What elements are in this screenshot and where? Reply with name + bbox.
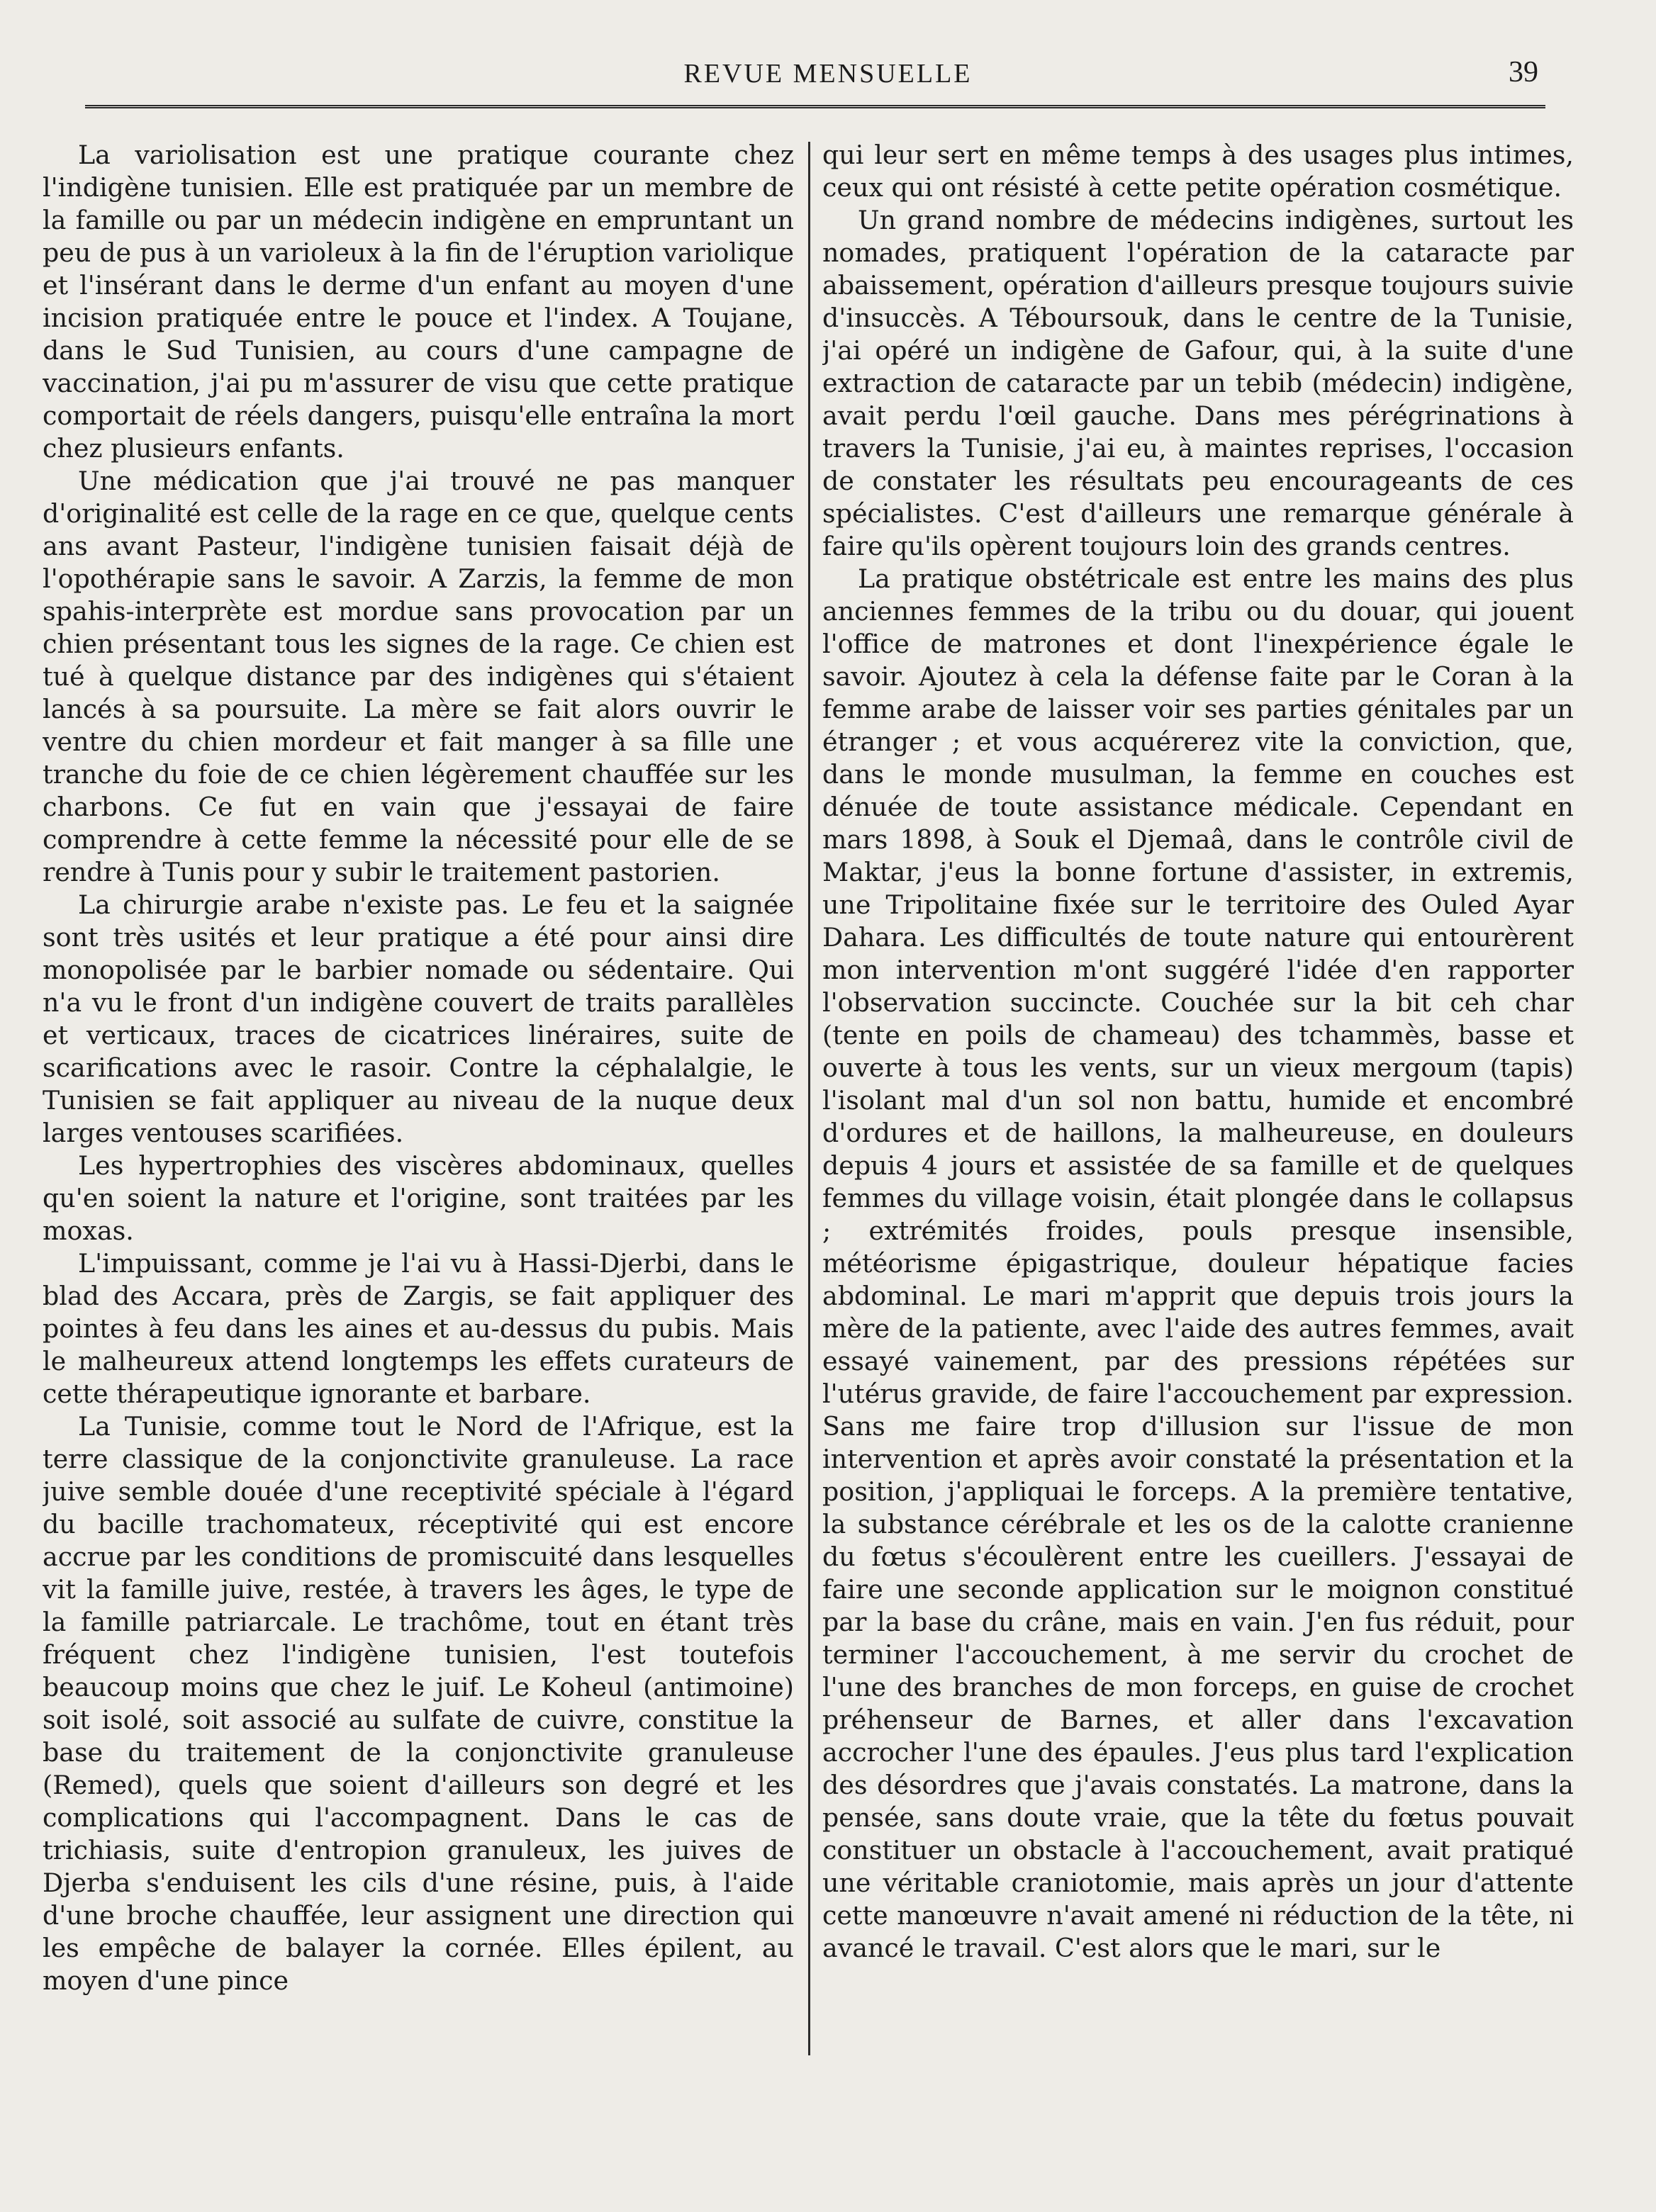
right-column (822, 139, 1574, 2060)
journal-title: REVUE MENSUELLE (683, 59, 973, 89)
column-divider (808, 142, 810, 2055)
header-rule (85, 105, 1545, 108)
running-header (0, 0, 1656, 120)
paragraph-cataracte: Un grand nombre de médecins indigènes, surtout les nomades, pratiquent l'opération de la cataracte par abaissement, opération d'ailleurs presque toujours suivie d'insuccès. A Téboursouk, dans le centre de la Tunisie, j'ai opéré un indigène de Gafour, qui, à la suite d'une extraction de cataracte par un tebib (médecin) indigène, avait perdu l'œil gauche. Dans mes pérégrinations à travers la Tunisie, j'ai eu, à maintes reprises, l'occasion de constater les résultats peu encourageants de ces spécialistes. C'est d'ailleurs une remarque générale à faire qu'ils opèrent toujours loin des grands centres. (822, 205, 1574, 561)
paragraph-obstetricale: La pratique obstétricale est entre les mains des plus anciennes femmes de la tribu ou du douar, qui jouent l'office de matrones et dont l'inexpérience égale le savoir. Ajoutez à cela la défense faite par le Coran à la femme arabe de laisser voir ses parties génitales par un étranger ; et vous acquérerez vite la conviction, que, dans le monde musulman, la femme en couches est dénuée de toute assistance médicale. Cependant en mars 1898, à Souk el Djemaâ, dans le contrôle civil de Maktar, j'eus la bonne fortune d'assister, in extremis, une Tripolitaine fixée sur le territoire des Ouled Ayar Dahara. Les difficultés de toute nature qui entourèrent mon intervention m'ont suggéré l'idée d'en rapporter l'observation succincte. Couchée sur la bit ceh char (tente en poils de chameau) des tchammès, basse et ouverte à tous les vents, sur un vieux mergoum (tapis) l'isolant mal d'un sol non battu, humide et encombré d'ordures et de haillons, la malheureuse, en douleurs depuis 4 jours et assistée de sa famille et de quelques femmes du village voisin, était plongée dans le collapsus ; extrémités froides, pouls presque insensible, météorisme épigastrique, douleur hépatique facies abdominal. Le mari m'apprit que depuis trois jours la mère de la patiente, avec l'aide des autres femmes, avait essayé vainement, par des pressions répétées sur l'utérus gravide, de faire l'accouchement par expression. Sans me faire trop d'illusion sur l'issue de mon intervention et après avoir constaté la présentation et la position, j'appliquai le forceps. A la première tentative, la substance cérébrale et les os de la calotte cranienne du fœtus s'écoulèrent entre les cueillers. J'essayai de faire une seconde application sur le moignon constitué par la base du crâne, mais en vain. J'en fus réduit, pour terminer l'accouchement, à me servir du crochet de l'une des branches de mon forceps, en guise de crochet préhenseur de Barnes, et aller dans l'excavation accrocher l'une des épaules. J'eus plus tard l'explication des désordres que j'avais constatés. La matrone, dans la pensée, sans doute vraie, que la tête du fœtus pouvait constituer un obstacle à l'accouchement, avait pratiqué une véritable craniotomie, mais après un jour d'attente cette manœuvre n'avait amené ni réduction de la tête, ni avancé le travail. C'est alors que le mari, sur le (822, 563, 1574, 1963)
paragraph-conjonctivite: La Tunisie, comme tout le Nord de l'Afrique, est la terre classique de la conjonctivite granuleuse. La race juive semble douée d'une receptivité spéciale à l'égard du bacille trachomateux, réceptivité qui est encore accrue par les conditions de promiscuité dans lesquelles vit la famille juive, restée, à travers les âges, le type de la famille patriarcale. Le trachôme, tout en étant très fréquent chez l'indigène tunisien, l'est toutefois beaucoup moins que chez le juif. Le Koheul (antimoine) soit isolé, soit associé au sulfate de cuivre, constitue la base du traitement de la conjonctivite granuleuse (Remed), quels que soient d'ailleurs son degré et les complications qui l'accompagnent. Dans le cas de trichiasis, suite d'entropion granuleux, les juives de Djerba s'enduisent les cils d'une résine, puis, à l'aide d'une broche chauffée, leur assignent une direction qui les empêche de balayer la cornée. Elles épilent, au moyen d'une pince (43, 1411, 794, 1996)
page-number: 39 (1509, 56, 1538, 89)
paragraph-hypertrophies: Les hypertrophies des viscères abdominaux, quelles qu'en soient la nature et l'origine, sont traitées par les moxas. (43, 1150, 794, 1246)
paragraph-continued: qui leur sert en même temps à des usages plus intimes, ceux qui ont résisté à cette petite opération cosmétique. (822, 140, 1574, 203)
paragraph-impuissant: L'impuissant, comme je l'ai vu à Hassi-Djerbi, dans le blad des Accara, près de Zargis, se fait appliquer des pointes à feu dans les aines et au-dessus du pubis. Mais le malheureux attend longtemps les effets curateurs de cette thérapeutique ignorante et barbare. (43, 1248, 794, 1409)
paragraph-chirurgie: La chirurgie arabe n'existe pas. Le feu et la saignée sont très usités et leur pratique a été pour ainsi dire monopolisée par le barbier nomade ou sédentaire. Qui n'a vu le front d'un indigène couvert de traits parallèles et verticaux, traces de cicatrices linéraires, suite de scarifications avec le rasoir. Contre la céphalalgie, le Tunisien se fait appliquer au niveau de la nuque deux larges ventouses scarifiées. (43, 889, 794, 1148)
paragraph-variolisation: La variolisation est une pratique courante chez l'indigène tunisien. Elle est pratiquée par un membre de la famille ou par un médecin indigène en empruntant un peu de pus à un varioleux à la fin de l'éruption variolique et l'insérant dans le derme d'un enfant au moyen d'une incision pratiquée entre le pouce et l'index. A Toujane, dans le Sud Tunisien, au cours d'une campagne de vaccination, j'ai pu m'assurer de visu que cette pratique comportait de réels dangers, puisqu'elle entraîna la mort chez plusieurs enfants. (43, 140, 794, 464)
paragraph-rage: Une médication que j'ai trouvé ne pas manquer d'originalité est celle de la rage en ce que, quelque cents ans avant Pasteur, l'indigène tunisien faisait déjà de l'opothérapie sans le savoir. A Zarzis, la femme de mon spahis-interprète est mordue sans provocation par un chien présentant tous les signes de la rage. Ce chien est tué à quelque distance par des indigènes qui s'étaient lancés à sa poursuite. La mère se fait alors ouvrir le ventre du chien mordeur et fait manger à sa fille une tranche du foie de ce chien légèrement chauffée sur les charbons. Ce fut en vain que j'essayai de faire comprendre à cette femme la nécessité pour elle de se rendre à Tunis pour y subir le traitement pastorien. (43, 466, 794, 887)
left-column (43, 139, 794, 2060)
